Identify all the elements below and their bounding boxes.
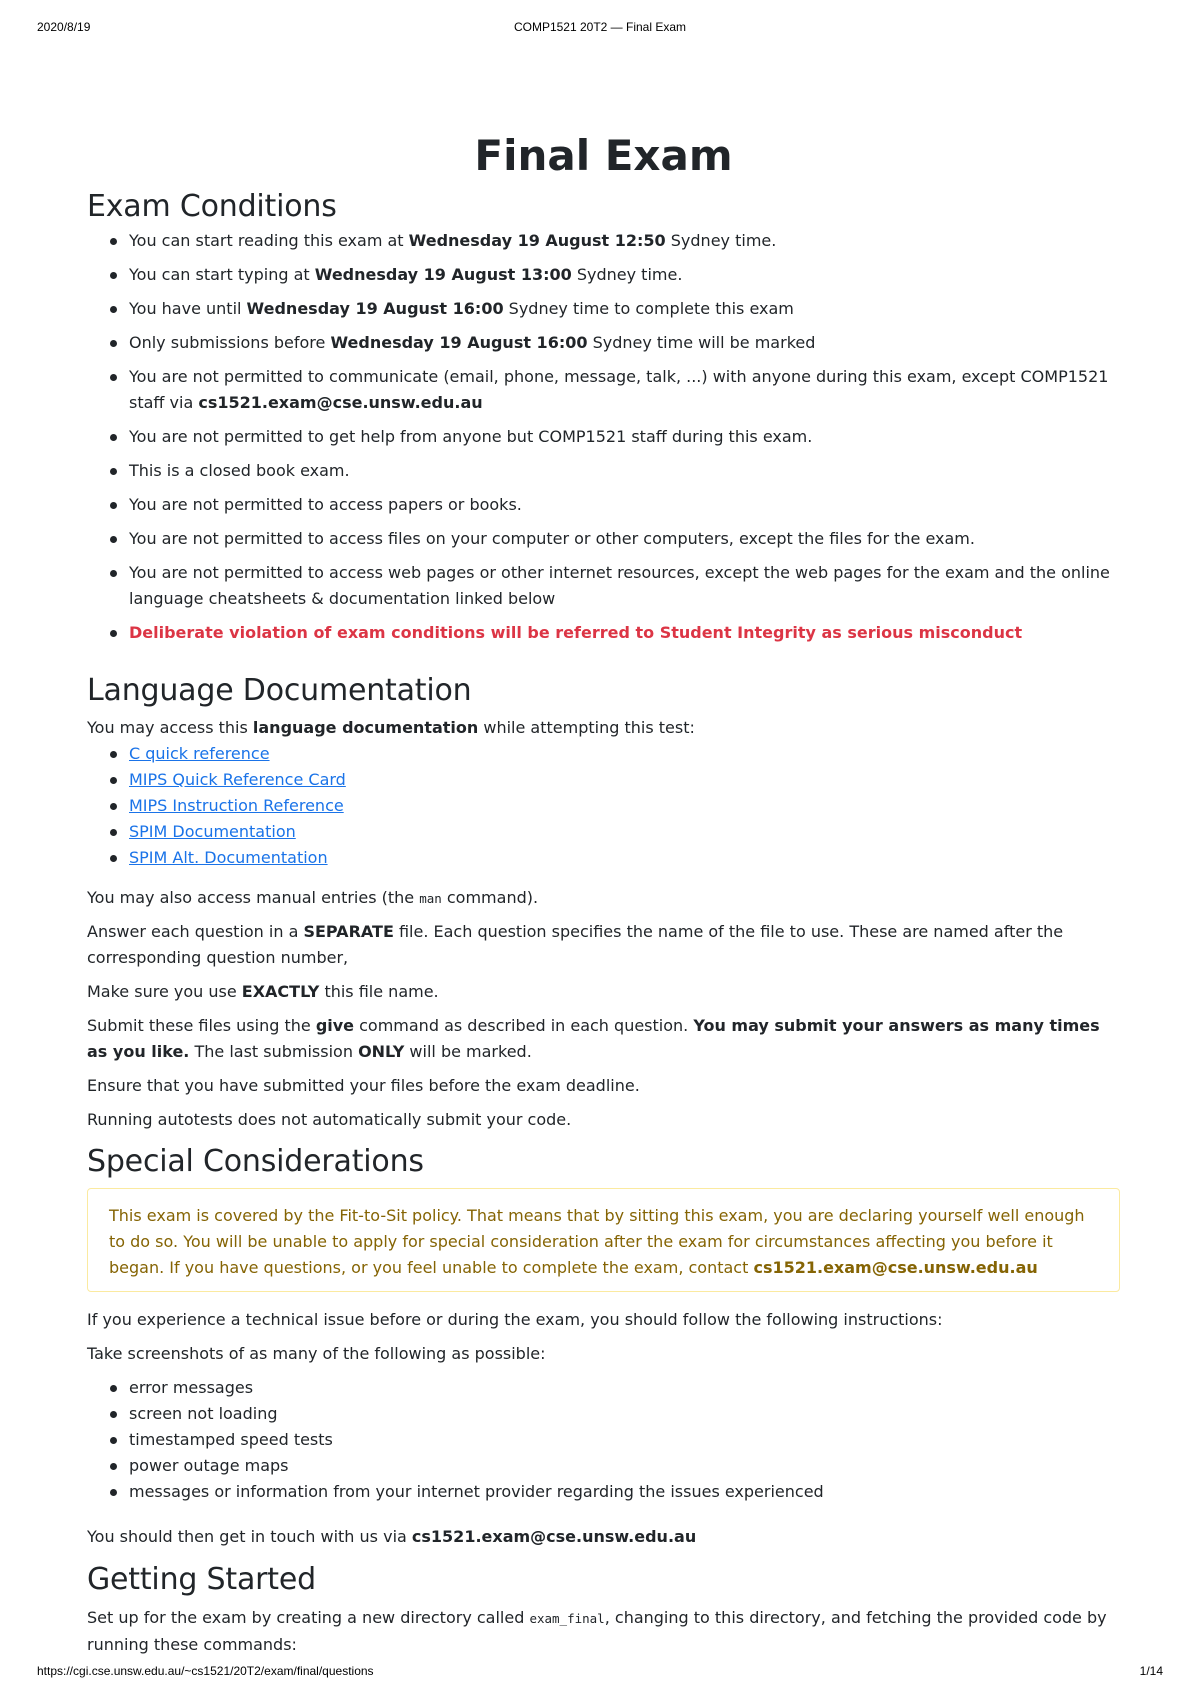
condition-item: You can start typing at Wednesday 19 August 13:00 Sydney time.	[87, 262, 1120, 288]
submit-instructions-text: Submit these files using the give command as described in each question. You may submit your answers as many times as you like. The last submission ONLY will be marked.	[87, 1016, 1100, 1061]
misconduct-warning: Deliberate violation of exam conditions will be referred to Student Integrity as serious misconduct	[87, 620, 1120, 646]
condition-item: Only submissions before Wednesday 19 August 16:00 Sydney time will be marked	[87, 330, 1120, 356]
getting-started-heading: Getting Started	[87, 1562, 316, 1597]
list-item: screen not loading	[87, 1401, 1120, 1427]
condition-item: You have until Wednesday 19 August 16:00 Sydney time to complete this exam	[87, 296, 1120, 322]
man-entries-text: You may also access manual entries (the man command).	[87, 888, 539, 907]
mips-instruction-reference-link[interactable]: MIPS Instruction Reference	[129, 796, 344, 815]
screenshots-text: Take screenshots of as many of the following as possible:	[87, 1344, 546, 1363]
documentation-links	[87, 741, 1120, 871]
special-considerations-heading: Special Considerations	[87, 1144, 424, 1179]
spim-alt-documentation-link[interactable]: SPIM Alt. Documentation	[129, 848, 328, 867]
answer-separate-text: Answer each question in a SEPARATE file. Each question specifies the name of the file to use. These are named after the corresponding question number,	[87, 922, 1064, 967]
condition-item: You are not permitted to communicate (email, phone, message, talk, ...) with anyone during this exam, except COMP1521 staff via cs1521.exam@cse.unsw.edu.au	[87, 364, 1120, 416]
doc-link-item	[87, 767, 1120, 793]
doc-link-item	[87, 741, 1120, 767]
condition-item: This is a closed book exam.	[87, 458, 1120, 484]
doc-link-item	[87, 793, 1120, 819]
contact-email: cs1521.exam@cse.unsw.edu.au	[411, 1527, 697, 1546]
exact-filename-text: Make sure you use EXACTLY this file name.	[87, 982, 439, 1001]
exam-email: cs1521.exam@cse.unsw.edu.au	[198, 393, 483, 412]
exam-conditions-heading: Exam Conditions	[87, 189, 337, 224]
deadline-text: Ensure that you have submitted your files before the exam deadline.	[87, 1076, 640, 1095]
c-quick-reference-link[interactable]: C quick reference	[129, 744, 270, 763]
contact-text: You should then get in touch with us via cs1521.exam@cse.unsw.edu.au	[87, 1527, 697, 1546]
condition-item: You are not permitted to access web pages or other internet resources, except the web pages for the exam and the online language cheatsheets & documentation linked below	[87, 560, 1120, 612]
print-title: COMP1521 20T2 — Final Exam	[513, 20, 687, 34]
page-title: Final Exam	[474, 131, 733, 180]
print-url: https://cgi.cse.unsw.edu.au/~cs1521/20T2/exam/final/questions	[37, 1664, 374, 1678]
doc-link-item	[87, 845, 1120, 871]
language-documentation-heading: Language Documentation	[87, 673, 472, 708]
print-header	[37, 20, 1163, 36]
list-item: messages or information from your internet provider regarding the issues experienced	[87, 1479, 1120, 1505]
print-footer	[37, 1664, 1163, 1680]
print-date: 2020/8/19	[37, 20, 91, 34]
list-item: timestamped speed tests	[87, 1427, 1120, 1453]
condition-item: You are not permitted to get help from anyone but COMP1521 staff during this exam.	[87, 424, 1120, 450]
directory-name: exam_final	[529, 1611, 605, 1626]
condition-item: You are not permitted to access papers or books.	[87, 492, 1120, 518]
exam-conditions-section	[87, 228, 1120, 654]
mips-quick-reference-card-link[interactable]: MIPS Quick Reference Card	[129, 770, 346, 789]
screenshot-list	[87, 1375, 1120, 1505]
documentation-intro: You may access this language documentation while attempting this test:	[87, 718, 695, 737]
technical-issue-text: If you experience a technical issue before or during the exam, you should follow the following instructions:	[87, 1310, 943, 1329]
doc-link-item	[87, 819, 1120, 845]
spim-documentation-link[interactable]: SPIM Documentation	[129, 822, 296, 841]
page-number: 1/14	[1139, 1664, 1163, 1678]
fit-to-sit-alert: This exam is covered by the Fit-to-Sit policy. That means that by sitting this exam, you are declaring yourself well enough to do so. You will be unable to apply for special consideration after the exam for circumstances affecting you before it began. If you have questions, or you feel unable to complete the exam, contact cs1521.exam@cse.unsw.edu.au	[87, 1188, 1120, 1292]
condition-item: You can start reading this exam at Wednesday 19 August 12:50 Sydney time.	[87, 228, 1120, 254]
condition-item: You are not permitted to access files on your computer or other computers, except the files for the exam.	[87, 526, 1120, 552]
list-item: power outage maps	[87, 1453, 1120, 1479]
alert-email: cs1521.exam@cse.unsw.edu.au	[753, 1258, 1038, 1277]
autotests-text: Running autotests does not automatically submit your code.	[87, 1110, 572, 1129]
exam-conditions-list	[87, 228, 1120, 646]
list-item: error messages	[87, 1375, 1120, 1401]
getting-started-text: Set up for the exam by creating a new directory called exam_final, changing to this directory, and fetching the provided code by running these commands:	[87, 1608, 1107, 1654]
